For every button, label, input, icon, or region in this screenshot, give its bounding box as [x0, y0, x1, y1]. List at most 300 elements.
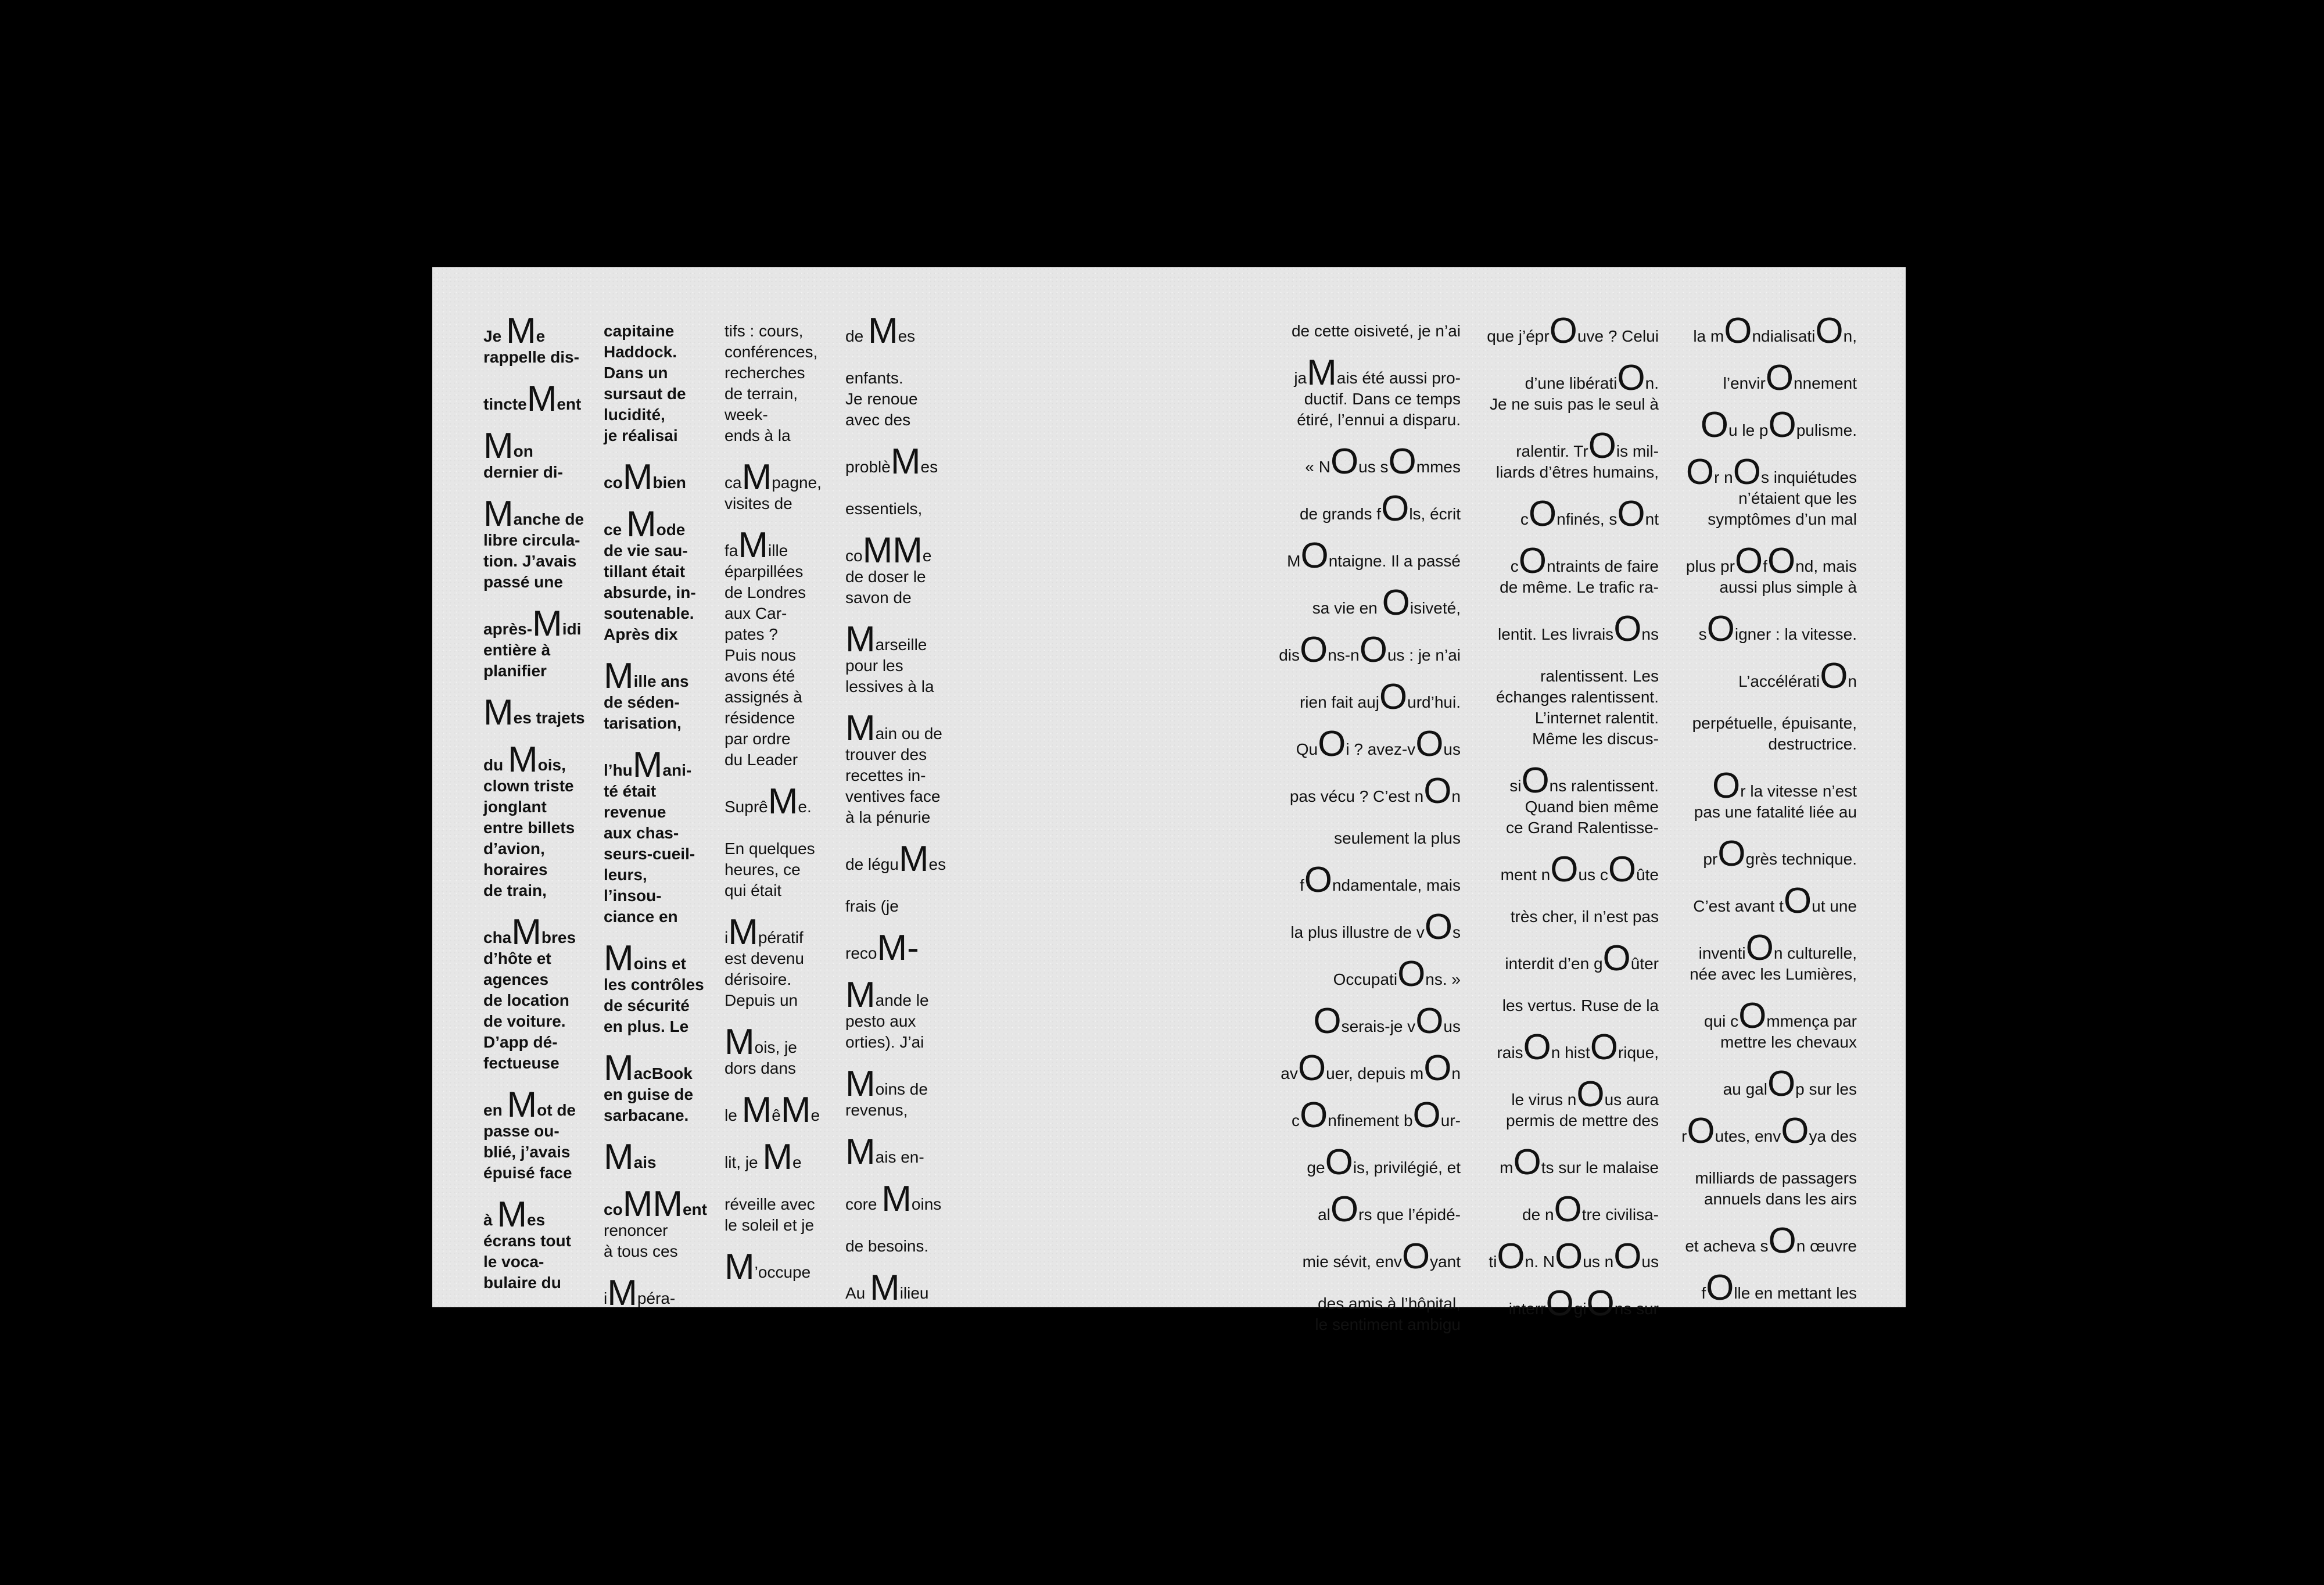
- text-line: [1279, 1095, 1461, 1135]
- text-run: Je: [483, 327, 506, 345]
- text-line: [725, 1194, 822, 1215]
- text-line: [604, 1105, 707, 1126]
- text-run: enfants.: [845, 369, 903, 387]
- enlarged-letter: O: [1382, 583, 1410, 623]
- enlarged-letter: O: [1359, 630, 1387, 670]
- text-line: [604, 425, 707, 446]
- text-run: à: [483, 1211, 497, 1229]
- text-run: ille: [768, 542, 788, 560]
- text-run: ns. »: [1425, 970, 1461, 988]
- text-line: [725, 321, 822, 342]
- text-line: [483, 740, 585, 780]
- text-run: pour les: [845, 657, 903, 675]
- text-run: us n: [1583, 1253, 1614, 1271]
- text-run: arseille: [875, 636, 927, 654]
- text-run: frais (je: [845, 897, 899, 915]
- text-run: tre civilisa-: [1581, 1206, 1659, 1224]
- text-run: de n: [1522, 1206, 1554, 1224]
- text-run: n hist: [1551, 1043, 1590, 1062]
- text-line: [604, 457, 707, 497]
- enlarged-letter: M: [845, 1064, 876, 1104]
- enlarged-letter: O: [1820, 656, 1848, 696]
- text-run: clown triste: [483, 777, 574, 795]
- text-run: leurs,: [604, 866, 647, 884]
- enlarged-letter: O: [1617, 358, 1645, 398]
- text-line: [604, 885, 707, 906]
- text-line: [483, 912, 585, 952]
- text-run: essentiels,: [845, 500, 923, 518]
- text-run: seulement la plus: [1334, 829, 1461, 847]
- enlarged-letter: M: [741, 1090, 772, 1130]
- text-run: pas une fatalité liée au: [1694, 803, 1857, 821]
- text-run: oins et: [633, 955, 686, 973]
- text-run: on: [513, 442, 533, 460]
- text-line: [725, 404, 822, 425]
- enlarged-letter: O: [1513, 1142, 1541, 1182]
- text-line: [725, 1215, 822, 1236]
- text-line: [483, 859, 585, 880]
- enlarged-letter: M: [604, 656, 634, 696]
- text-line: [604, 802, 707, 823]
- text-run: avec des: [845, 411, 911, 429]
- text-run: ntraints de faire: [1547, 557, 1659, 575]
- text-run: entière à: [483, 641, 551, 659]
- enlarged-letter: M: [626, 504, 657, 544]
- enlarged-letter: O: [1325, 1142, 1353, 1182]
- text-run: pulisme.: [1796, 421, 1857, 439]
- text-run: la plus illustre de v: [1290, 923, 1425, 941]
- text-run: ais en-: [875, 1148, 924, 1166]
- text-run: D’app dé-: [483, 1033, 558, 1051]
- text-run: cha: [483, 928, 512, 946]
- text-line: [604, 823, 707, 844]
- text-run: l’envir: [1723, 374, 1766, 392]
- enlarged-letter: O: [1415, 724, 1444, 764]
- text-line: [845, 442, 946, 482]
- text-run: oins de: [875, 1080, 928, 1098]
- text-line: [1681, 834, 1857, 874]
- text-run: L’internet ralentit.: [1534, 709, 1659, 727]
- text-line: [845, 786, 946, 807]
- text-run: ment n: [1500, 866, 1551, 884]
- enlarged-letter: M: [632, 745, 663, 785]
- text-run: M: [1287, 552, 1301, 570]
- text-run: Qu: [1296, 740, 1318, 758]
- enlarged-letter: O: [1700, 405, 1728, 445]
- text-line: [604, 504, 707, 544]
- text-run: de terrain,: [725, 385, 798, 403]
- enlarged-letter: O: [1330, 442, 1359, 482]
- enlarged-letter: M: [604, 1048, 634, 1088]
- text-run: u le p: [1728, 421, 1769, 439]
- text-line: [845, 1132, 946, 1172]
- text-run: n: [1451, 787, 1461, 805]
- text-run: e.: [798, 798, 812, 816]
- text-run: savon de: [845, 589, 912, 607]
- text-run: ntaigne. Il a passé: [1328, 552, 1461, 570]
- text-line: [845, 655, 946, 676]
- text-line: [725, 859, 822, 880]
- enlarged-letter: M: [508, 740, 538, 780]
- text-line: [604, 1048, 707, 1088]
- enlarged-letter: O: [1576, 1074, 1605, 1114]
- text-line: [604, 1016, 707, 1037]
- text-run: C’est avant t: [1693, 897, 1784, 915]
- enlarged-letter: O: [1518, 541, 1547, 581]
- text-run: n culturelle,: [1773, 944, 1857, 962]
- text-run: de location: [483, 991, 569, 1009]
- text-run: de train,: [483, 881, 547, 899]
- text-run: Au: [845, 1284, 870, 1302]
- text-run: du Leader: [725, 751, 798, 769]
- text-run: le soleil et je: [725, 1216, 815, 1234]
- text-line: [1279, 1314, 1461, 1335]
- text-line: [1681, 656, 1857, 696]
- text-line: [1487, 1189, 1659, 1229]
- text-run: gi: [1573, 1300, 1587, 1318]
- text-line: [725, 729, 822, 750]
- text-run: de sécurité: [604, 996, 690, 1014]
- text-line: [1279, 677, 1461, 717]
- text-run: avons été: [725, 667, 795, 685]
- enlarged-letter: O: [1299, 1095, 1328, 1135]
- enlarged-letter: O: [1781, 1111, 1809, 1151]
- text-run: annuels dans les airs: [1703, 1190, 1857, 1208]
- text-run: pagne,: [772, 474, 822, 492]
- text-line: [845, 587, 946, 608]
- text-line: [1681, 1221, 1857, 1261]
- book-spread: [432, 267, 1906, 1333]
- text-line: [845, 410, 946, 431]
- text-line: [1279, 860, 1461, 900]
- text-run: inventi: [1698, 944, 1746, 962]
- text-run: épuisé face: [483, 1164, 572, 1182]
- text-line: [845, 311, 946, 351]
- text-run: ce Grand Ralentisse-: [1505, 819, 1659, 837]
- text-line: [725, 363, 822, 383]
- text-run: qui c: [1703, 1012, 1739, 1030]
- text-line: [483, 880, 585, 901]
- text-run: n: [1848, 672, 1857, 690]
- enlarged-letter: M: [845, 708, 876, 748]
- text-run: au gal: [1723, 1080, 1767, 1098]
- text-run: ns ralentissent.: [1549, 777, 1659, 795]
- text-run: en: [483, 1101, 507, 1119]
- text-run: dernier di-: [483, 463, 563, 481]
- text-run: ls, écrit: [1409, 505, 1461, 523]
- text-line: [1487, 609, 1659, 649]
- text-line: [483, 551, 585, 572]
- text-run: c: [1510, 557, 1519, 575]
- text-run: lit, je: [725, 1153, 763, 1171]
- text-run: ce: [604, 521, 626, 539]
- enlarged-letter: M: [622, 457, 653, 497]
- text-run: rs que l’épidé-: [1358, 1206, 1461, 1224]
- text-run: de besoins.: [845, 1237, 929, 1255]
- text-run: des amis à l’hôpital,: [1318, 1294, 1461, 1313]
- enlarged-letter: M: [845, 975, 876, 1015]
- text-line: [604, 1220, 707, 1241]
- text-run: nfinement b: [1328, 1111, 1413, 1129]
- enlarged-letter: O: [1550, 849, 1579, 890]
- text-run: de voiture.: [483, 1012, 566, 1030]
- text-run: liards d’êtres humains,: [1495, 463, 1659, 481]
- text-run: bres: [541, 928, 576, 946]
- enlarged-letter: M: [768, 781, 798, 822]
- text-run: ralentir. Tr: [1516, 442, 1588, 460]
- enlarged-letter: O: [1381, 489, 1410, 529]
- text-line: [1487, 729, 1659, 750]
- text-line: [1279, 389, 1461, 410]
- text-run: bulaire du: [483, 1274, 561, 1292]
- enlarged-letter: O: [1590, 1027, 1618, 1067]
- enlarged-letter: M: [898, 839, 929, 879]
- enlarged-letter: M: [483, 693, 514, 733]
- text-run: e: [536, 327, 546, 345]
- text-run: les vertus. Ruse de la: [1502, 996, 1659, 1014]
- text-run: ralentissent. Les: [1540, 667, 1659, 685]
- enlarged-letter: O: [1415, 1001, 1444, 1041]
- enlarged-letter: M: [483, 426, 514, 466]
- text-run: née avec les Lumières,: [1690, 965, 1857, 983]
- text-run: r n: [1714, 468, 1733, 486]
- text-run: oins: [911, 1195, 942, 1213]
- enlarged-letter: M: [511, 912, 541, 952]
- text-run: serais-je v: [1341, 1017, 1416, 1035]
- text-run: ventives face: [845, 787, 941, 805]
- enlarged-letter: M: [505, 311, 536, 351]
- text-run: ut une: [1812, 897, 1857, 915]
- text-line: [483, 1121, 585, 1142]
- enlarged-letter: O: [1706, 1268, 1734, 1308]
- text-run: milliards de passagers: [1695, 1169, 1857, 1187]
- text-line: [1681, 1064, 1857, 1104]
- text-line: [604, 906, 707, 927]
- text-line: [725, 582, 822, 603]
- text-line: [1681, 766, 1857, 806]
- text-run: r: [1681, 1127, 1687, 1145]
- text-line: [1279, 489, 1461, 529]
- text-run: visites de: [725, 494, 792, 512]
- text-line: [1279, 771, 1461, 811]
- enlarged-letter: O: [1545, 1283, 1574, 1324]
- text-line: [845, 744, 946, 765]
- enlarged-letter: M-: [877, 928, 919, 968]
- text-run: par ordre: [725, 730, 791, 748]
- enlarged-letter: M: [881, 1179, 912, 1219]
- text-run: de Londres: [725, 583, 806, 601]
- text-run: ductif. Dans ce temps: [1304, 390, 1461, 408]
- text-line: [604, 974, 707, 995]
- text-line: [483, 817, 585, 838]
- text-line: [483, 572, 585, 593]
- text-run: Je renoue: [845, 390, 918, 408]
- enlarged-letter: M: [1307, 353, 1337, 393]
- text-run: sa vie en: [1312, 599, 1382, 617]
- enlarged-letter: M: [845, 619, 876, 659]
- right-page-column-3: [1681, 311, 1857, 1308]
- text-line: [1487, 394, 1659, 415]
- text-line: [725, 1090, 822, 1130]
- text-run: f: [1701, 1284, 1706, 1302]
- text-run: co: [604, 474, 623, 492]
- text-line: [1487, 541, 1659, 581]
- text-line: [483, 693, 585, 733]
- text-line: [725, 525, 822, 565]
- text-run: e: [810, 1106, 820, 1124]
- text-run: s: [1698, 625, 1707, 643]
- text-run: revenus,: [845, 1101, 908, 1119]
- text-run: planifier: [483, 662, 547, 680]
- text-line: [483, 661, 585, 682]
- text-run: destructrice.: [1768, 735, 1857, 753]
- text-run: n. N: [1525, 1253, 1555, 1271]
- text-line: [604, 561, 707, 582]
- text-run: pr: [1703, 850, 1718, 868]
- text-line: [483, 311, 585, 351]
- text-line: [725, 383, 822, 404]
- text-line: [604, 363, 707, 383]
- text-run: av: [1281, 1064, 1298, 1082]
- text-line: [604, 321, 707, 342]
- text-line: [1279, 630, 1461, 670]
- text-run: f: [1763, 557, 1767, 575]
- text-run: n.: [1645, 374, 1659, 392]
- text-run: passé une: [483, 573, 563, 591]
- text-run: uve ? Celui: [1577, 327, 1659, 345]
- enlarged-letter: O: [1706, 609, 1735, 649]
- enlarged-letter: MM: [622, 1184, 683, 1224]
- text-line: [845, 896, 946, 917]
- text-line: [725, 708, 822, 729]
- text-line: [1681, 1268, 1857, 1308]
- enlarged-letter: M: [845, 1132, 876, 1172]
- text-line: [1279, 353, 1461, 393]
- text-run: bien: [652, 474, 686, 492]
- enlarged-letter: M: [725, 1247, 755, 1287]
- text-line: [845, 1179, 946, 1219]
- text-line: [483, 990, 585, 1011]
- text-line: [725, 645, 822, 666]
- text-run: péra-: [637, 1289, 676, 1307]
- text-run: reco: [845, 944, 877, 962]
- text-run: jonglant: [483, 798, 547, 816]
- enlarged-letter: O: [1767, 541, 1796, 581]
- text-line: [845, 1064, 946, 1104]
- text-line: [845, 530, 946, 571]
- text-run: us: [1443, 1017, 1461, 1035]
- text-line: [725, 1137, 822, 1177]
- text-line: [483, 379, 585, 419]
- text-line: [845, 1011, 946, 1032]
- text-line: [1681, 452, 1857, 492]
- text-line: [604, 745, 707, 785]
- text-run: après-: [483, 620, 533, 638]
- text-run: mmes: [1416, 458, 1461, 476]
- text-run: utes, env: [1715, 1127, 1781, 1145]
- text-run: rappelle dis-: [483, 348, 579, 366]
- text-run: de cette oisiveté, je n’ai: [1291, 322, 1461, 340]
- text-run: je réalisai: [604, 426, 678, 444]
- text-line: [1681, 405, 1857, 445]
- text-line: [1681, 802, 1857, 823]
- enlarged-letter: O: [1717, 834, 1746, 874]
- enlarged-letter: O: [1768, 405, 1796, 445]
- text-run: Après dix: [604, 625, 678, 643]
- text-run: de légu: [845, 855, 899, 873]
- text-run: lle en mettant les: [1734, 1284, 1857, 1302]
- text-run: ode: [656, 521, 686, 539]
- text-run: es: [527, 1211, 546, 1229]
- text-run: mettre les chevaux: [1720, 1033, 1857, 1051]
- text-run: interdit d’en g: [1505, 955, 1603, 973]
- text-run: ain ou de: [875, 725, 942, 743]
- text-run: réveille avec: [725, 1195, 815, 1213]
- text-run: recettes in-: [845, 766, 926, 784]
- text-run: aussi plus simple à: [1719, 578, 1857, 596]
- text-line: [725, 457, 822, 497]
- text-run: ot de: [537, 1101, 576, 1119]
- text-line: [604, 342, 707, 363]
- text-line: [1487, 817, 1659, 838]
- text-run: Même les discus-: [1532, 730, 1659, 748]
- text-run: ais été aussi pro-: [1336, 369, 1461, 387]
- enlarged-letter: O: [1423, 771, 1452, 811]
- text-line: [604, 582, 707, 603]
- text-line: [845, 839, 946, 879]
- text-line: [1487, 666, 1659, 687]
- text-run: pesto aux: [845, 1012, 916, 1030]
- text-run: s: [1452, 923, 1461, 941]
- text-run: ais: [633, 1153, 657, 1171]
- text-line: [1681, 541, 1857, 581]
- text-line: [1681, 609, 1857, 649]
- text-line: [1279, 1189, 1461, 1229]
- right-page-column-1: [1279, 321, 1461, 1335]
- enlarged-letter: O: [1613, 1236, 1642, 1276]
- right-page-column-2: [1487, 311, 1659, 1324]
- enlarged-letter: O: [1299, 630, 1328, 670]
- text-line: [725, 781, 822, 822]
- text-line: [1487, 906, 1659, 927]
- enlarged-letter: M: [738, 525, 769, 565]
- text-line: [604, 713, 707, 734]
- text-run: mie sévit, env: [1302, 1253, 1402, 1271]
- text-run: ciance en: [604, 908, 678, 926]
- text-line: [725, 624, 822, 645]
- enlarged-letter: O: [1523, 1027, 1551, 1067]
- enlarged-letter: M: [867, 311, 898, 351]
- text-run: éparpillées: [725, 562, 804, 580]
- text-run: sursaut de: [604, 385, 686, 403]
- text-line: [1279, 724, 1461, 764]
- text-run: ti: [1489, 1253, 1497, 1271]
- text-line: [483, 462, 585, 483]
- text-run: c: [1291, 1111, 1300, 1129]
- text-line: [1487, 938, 1659, 978]
- text-line: [1487, 1074, 1659, 1114]
- text-run: i ? avez-v: [1346, 740, 1416, 758]
- enlarged-letter: O: [1765, 358, 1794, 398]
- text-line: [604, 1084, 707, 1105]
- text-run: tillant était: [604, 562, 686, 580]
- enlarged-letter: M: [507, 1085, 537, 1125]
- text-run: i: [725, 928, 729, 946]
- text-line: [725, 666, 822, 687]
- text-line: [725, 561, 822, 582]
- text-run: la m: [1693, 327, 1724, 345]
- text-run: l’hu: [604, 761, 633, 779]
